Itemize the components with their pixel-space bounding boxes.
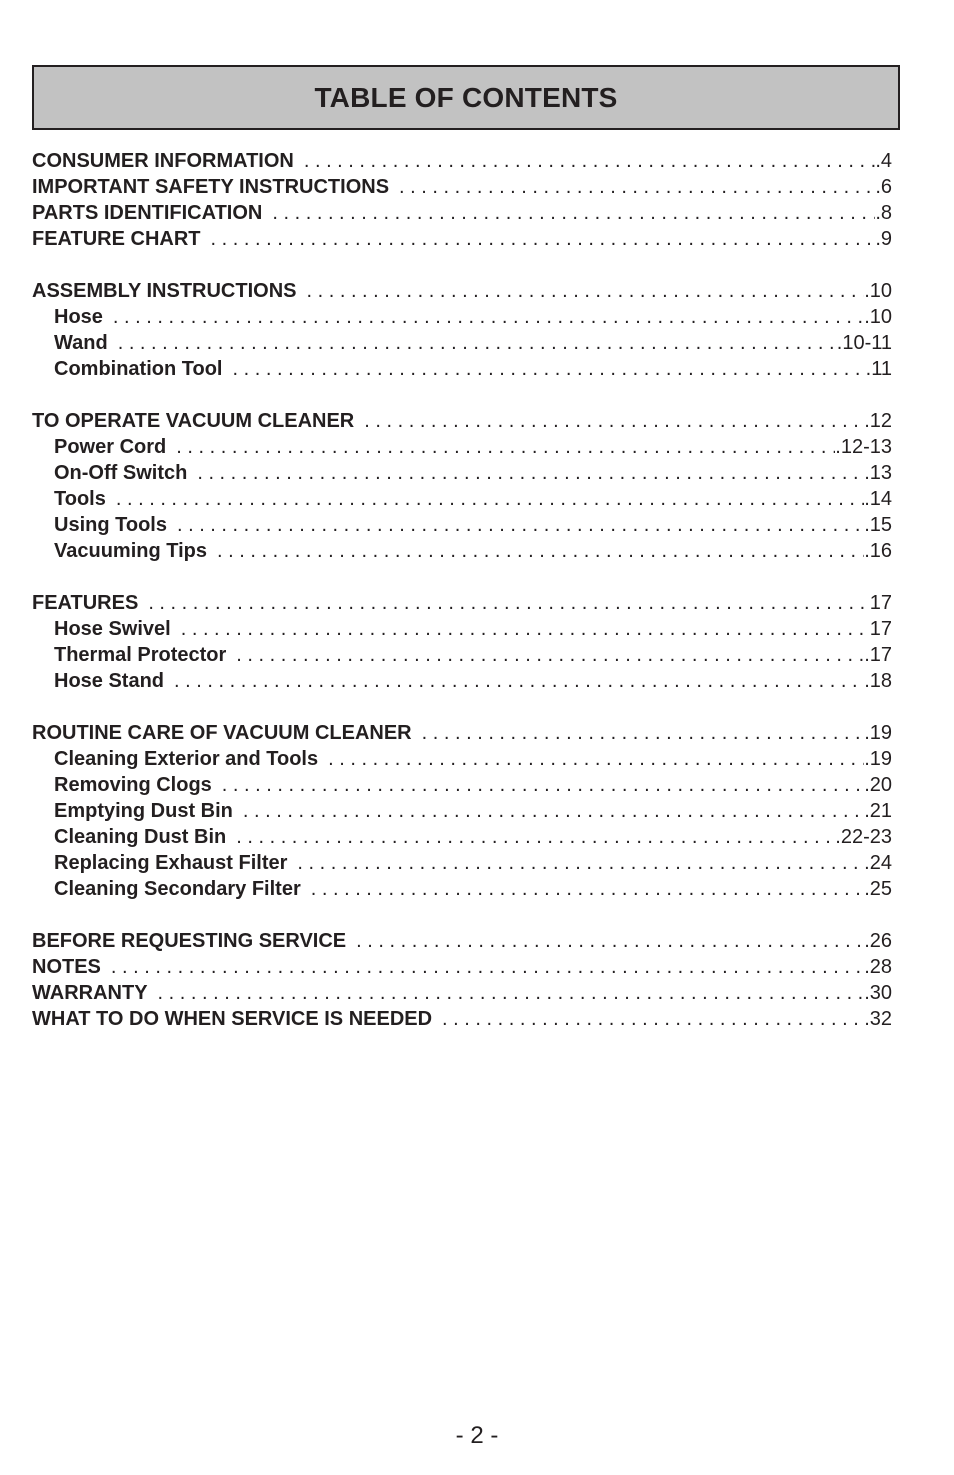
dot-leader [113, 304, 864, 330]
toc-entry-label: WARRANTY [32, 982, 148, 1004]
toc-group [32, 590, 892, 694]
toc-entry-page: .20 [864, 774, 892, 796]
toc-entry[interactable] [32, 720, 892, 746]
toc-entry-page: 24 [869, 852, 892, 874]
toc-entry-label: Wand [54, 332, 108, 354]
dot-leader [236, 642, 864, 668]
dot-leader [222, 772, 864, 798]
toc-entry-label: Replacing Exhaust Filter [54, 852, 288, 874]
toc-subentry[interactable] [32, 876, 892, 902]
toc-entry-label: Power Cord [54, 436, 167, 458]
toc-entry-page: .26 [864, 930, 892, 952]
toc-subentry[interactable] [32, 330, 892, 356]
dot-leader [148, 590, 869, 616]
toc-entry-label: FEATURE CHART [32, 228, 201, 250]
toc-subentry[interactable] [32, 746, 892, 772]
toc-entry-page: .11 [865, 358, 892, 380]
dot-leader [311, 876, 864, 902]
toc-entry-page: .10 [864, 306, 892, 328]
toc-subentry[interactable] [32, 538, 892, 564]
toc-entry-page: 17 [869, 592, 892, 614]
toc-entry-label: IMPORTANT SAFETY INSTRUCTIONS [32, 176, 390, 198]
toc-entry-label: Tools [54, 488, 106, 510]
toc-entry-label: Combination Tool [54, 358, 223, 380]
toc-entry-page: .18 [864, 670, 892, 692]
toc-entry-page: .14 [864, 488, 892, 510]
toc-entry-label: Cleaning Exterior and Tools [54, 748, 319, 770]
dot-leader [176, 434, 835, 460]
toc-entry-page: .4 [875, 150, 892, 172]
toc-group [32, 408, 892, 564]
toc-entry-page: .6 [875, 176, 892, 198]
toc-entry[interactable] [32, 980, 892, 1006]
toc-entry-page: .9 [875, 228, 892, 250]
dot-leader [233, 356, 866, 382]
dot-leader [211, 226, 876, 252]
dot-leader [236, 824, 835, 850]
dot-leader [158, 980, 865, 1006]
toc-subentry[interactable] [32, 616, 892, 642]
toc-entry-page: .8 [875, 202, 892, 224]
toc-entry[interactable] [32, 1006, 892, 1032]
dot-leader [272, 200, 875, 226]
toc-group [32, 720, 892, 902]
dot-leader [399, 174, 875, 200]
dot-leader [111, 954, 864, 980]
toc-entry-label: On-Off Switch [54, 462, 188, 484]
toc-entry-label: Hose [54, 306, 103, 328]
toc-entry-page: 17 [869, 618, 892, 640]
toc-entry[interactable] [32, 408, 892, 434]
toc-entry-label: Using Tools [54, 514, 167, 536]
dot-leader [297, 850, 869, 876]
dot-leader [174, 668, 864, 694]
toc-subentry[interactable] [32, 850, 892, 876]
toc-entry-label: FEATURES [32, 592, 139, 614]
dot-leader [181, 616, 870, 642]
toc-entry-label: WHAT TO DO WHEN SERVICE IS NEEDED [32, 1008, 433, 1030]
toc-entry-page: .25 [864, 878, 892, 900]
toc-entry-page: .19 [864, 722, 892, 744]
dot-leader [217, 538, 864, 564]
toc-entry-page: .21 [864, 800, 892, 822]
dot-leader [118, 330, 837, 356]
toc-entry[interactable] [32, 200, 892, 226]
toc-entry-page: .10-11 [836, 332, 892, 354]
toc-entry-label: Cleaning Secondary Filter [54, 878, 301, 900]
toc-entry-label: TO OPERATE VACUUM CLEANER [32, 410, 355, 432]
toc-subentry[interactable] [32, 772, 892, 798]
toc-entry-page: .17 [864, 644, 892, 666]
toc-entry-label: Vacuuming Tips [54, 540, 207, 562]
toc-group [32, 278, 892, 382]
dot-leader [243, 798, 864, 824]
toc-entry-label: CONSUMER INFORMATION [32, 150, 294, 172]
toc-entry-label: Emptying Dust Bin [54, 800, 233, 822]
toc-entry-page: .22-23 [835, 826, 892, 848]
toc-entry-page: .12-13 [835, 436, 892, 458]
toc-entry-page: .30 [864, 982, 892, 1004]
toc-entry-page: .16 [864, 540, 892, 562]
toc-entry-label: ROUTINE CARE OF VACUUM CLEANER [32, 722, 412, 744]
toc-entry[interactable] [32, 590, 892, 616]
dot-leader [364, 408, 864, 434]
toc-subentry[interactable] [32, 356, 892, 382]
dot-leader [328, 746, 864, 772]
toc-subentry[interactable] [32, 512, 892, 538]
toc-entry-label: PARTS IDENTIFICATION [32, 202, 263, 224]
toc-subentry[interactable] [32, 798, 892, 824]
dot-leader [116, 486, 864, 512]
dot-leader [197, 460, 864, 486]
toc-subentry[interactable] [32, 824, 892, 850]
toc-entry-page: .19 [864, 748, 892, 770]
toc-entry-page: .32 [864, 1008, 892, 1030]
dot-leader [442, 1006, 864, 1032]
toc-entry-page: .12 [864, 410, 892, 432]
toc-subentry[interactable] [32, 668, 892, 694]
toc-group [32, 928, 892, 1032]
dot-leader [356, 928, 864, 954]
toc-entry-label: Hose Swivel [54, 618, 171, 640]
toc-entry[interactable] [32, 278, 892, 304]
toc-entry-page: .13 [864, 462, 892, 484]
toc-entry-label: NOTES [32, 956, 101, 978]
toc-entry-label: Removing Clogs [54, 774, 212, 796]
toc-subentry[interactable] [32, 486, 892, 512]
page-title: TABLE OF CONTENTS [314, 81, 618, 113]
dot-leader [304, 148, 875, 174]
toc-subentry[interactable] [32, 304, 892, 330]
toc-subentry[interactable] [32, 434, 892, 460]
title-banner [32, 65, 900, 130]
toc-entry[interactable] [32, 148, 892, 174]
toc-entry-page: .10 [864, 280, 892, 302]
dot-leader [422, 720, 865, 746]
toc-entry-label: Cleaning Dust Bin [54, 826, 227, 848]
toc-subentry[interactable] [32, 642, 892, 668]
toc-entry[interactable] [32, 174, 892, 200]
toc-entry[interactable] [32, 226, 892, 252]
toc-entry[interactable] [32, 954, 892, 980]
toc-entry-label: Hose Stand [54, 670, 165, 692]
toc-entry-page: .15 [864, 514, 892, 536]
toc-entry-label: Thermal Protector [54, 644, 227, 666]
dot-leader [177, 512, 864, 538]
toc-entry-label: ASSEMBLY INSTRUCTIONS [32, 280, 297, 302]
table-of-contents [32, 148, 892, 1058]
page-number: - 2 - [455, 1422, 499, 1449]
toc-entry-page: .28 [864, 956, 892, 978]
toc-entry-label: BEFORE REQUESTING SERVICE [32, 930, 347, 952]
toc-subentry[interactable] [32, 460, 892, 486]
dot-leader [306, 278, 864, 304]
toc-entry[interactable] [32, 928, 892, 954]
toc-group [32, 148, 892, 252]
